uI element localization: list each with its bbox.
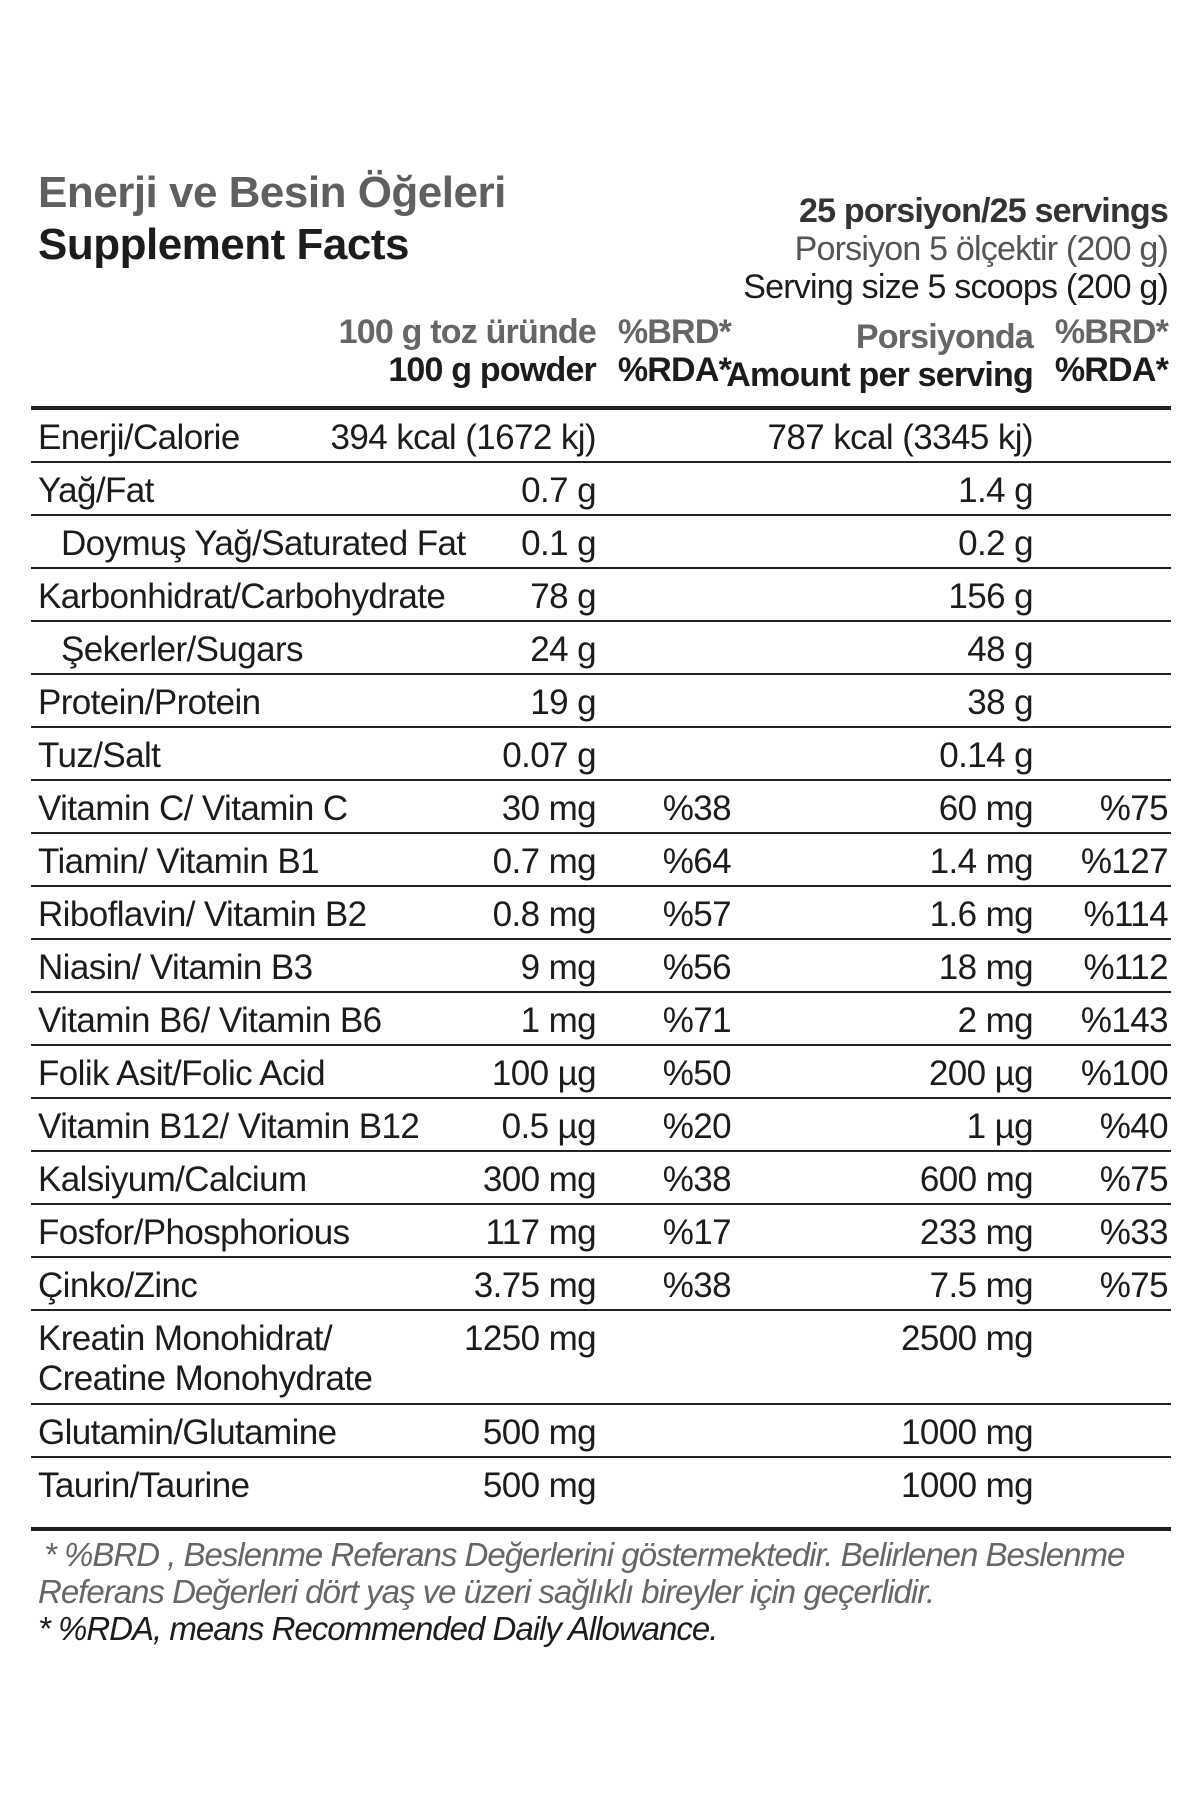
- amount-per-100g: 117 mg: [485, 1213, 596, 1252]
- column-header-per-serving-tr: Porsiyonda: [855, 318, 1033, 356]
- table-row: [31, 1152, 1171, 1205]
- rda-per-serving: %75: [1099, 1160, 1168, 1199]
- rda-per-serving: %33: [1099, 1213, 1168, 1252]
- column-header-per-serving: [726, 318, 1033, 394]
- nutrient-name: Protein/Protein: [38, 683, 261, 722]
- table-row: [31, 410, 1171, 463]
- amount-per-100g: 3.75 mg: [473, 1266, 596, 1305]
- amount-per-serving: 1 µg: [966, 1107, 1033, 1146]
- nutrient-name: Glutamin/Glutamine: [38, 1413, 337, 1452]
- rda-per-serving: %75: [1099, 1266, 1168, 1305]
- footnote-brd-line1: * %BRD , Beslenme Referans Değerlerini göstermektedir. Belirlenen Beslenme: [44, 1536, 1125, 1573]
- amount-per-100g: 78 g: [530, 577, 596, 616]
- footnote-rda: * %RDA, means Recommended Daily Allowance.: [38, 1610, 718, 1647]
- nutrient-name: Vitamin B12/ Vitamin B12: [38, 1107, 420, 1146]
- amount-per-serving: 156 g: [948, 577, 1033, 616]
- rda-per-serving: %100: [1080, 1054, 1168, 1093]
- amount-per-100g: 0.7 mg: [492, 842, 596, 881]
- servings-count: 25 porsiyon/25 servings: [799, 192, 1168, 230]
- amount-per-100g: 1250 mg: [463, 1319, 596, 1358]
- amount-per-serving: 1000 mg: [900, 1466, 1033, 1505]
- amount-per-100g: 1 mg: [520, 1001, 596, 1040]
- amount-per-100g: 0.07 g: [502, 736, 596, 775]
- column-header-per-100g-tr: 100 g toz üründe: [338, 313, 596, 351]
- amount-per-serving: 0.14 g: [939, 736, 1033, 775]
- table-bottom-rule: [31, 1527, 1171, 1531]
- amount-per-100g: 394 kcal (1672 kj): [330, 418, 596, 457]
- table-row: [31, 569, 1171, 622]
- column-header-rda-100g: [618, 313, 731, 389]
- nutrient-name-line1: Kreatin Monohidrat/: [38, 1319, 333, 1358]
- nutrient-name: Enerji/Calorie: [38, 418, 240, 457]
- nutrient-name: Folik Asit/Folic Acid: [38, 1054, 325, 1093]
- rda-per-serving: %40: [1099, 1107, 1168, 1146]
- table-row: [31, 1458, 1171, 1509]
- rda-per-serving: %143: [1080, 1001, 1168, 1040]
- amount-per-serving: 200 µg: [928, 1054, 1033, 1093]
- amount-per-serving: 38 g: [967, 683, 1033, 722]
- rda-per-100g: %57: [662, 895, 731, 934]
- servings-info: [743, 192, 1168, 306]
- amount-per-100g: 500 mg: [482, 1466, 596, 1505]
- rda-per-serving: %112: [1083, 948, 1168, 987]
- table-row: [31, 516, 1171, 569]
- amount-per-100g: 0.8 mg: [492, 895, 596, 934]
- amount-per-serving: 0.2 g: [958, 524, 1033, 563]
- table-row: [31, 1405, 1171, 1458]
- table-row: [31, 1205, 1171, 1258]
- nutrient-name: Karbonhidrat/Carbohydrate: [38, 577, 446, 616]
- rda-per-100g: %38: [662, 1266, 731, 1305]
- column-header-rda-serving-en: %RDA*: [1054, 351, 1168, 389]
- amount-per-100g: 0.1 g: [521, 524, 596, 563]
- table-row: [31, 1046, 1171, 1099]
- rda-per-serving: %127: [1080, 842, 1168, 881]
- table-row: [31, 887, 1171, 940]
- amount-per-serving: 2500 mg: [900, 1319, 1033, 1358]
- nutrient-name-line2: Creatine Monohydrate: [38, 1359, 373, 1398]
- column-header-rda-serving-tr: %BRD*: [1054, 313, 1168, 351]
- table-row: [31, 622, 1171, 675]
- rda-per-100g: %50: [662, 1054, 731, 1093]
- column-header-rda-serving: [1055, 313, 1168, 389]
- rda-per-100g: %17: [662, 1213, 731, 1252]
- column-header-rda-100g-en: %RDA*: [617, 351, 731, 389]
- nutrient-name: Tiamin/ Vitamin B1: [38, 842, 319, 881]
- amount-per-serving: 18 mg: [938, 948, 1033, 987]
- title-turkish: Enerji ve Besin Öğeleri: [38, 168, 506, 217]
- amount-per-serving: 7.5 mg: [929, 1266, 1033, 1305]
- amount-per-100g: 500 mg: [482, 1413, 596, 1452]
- nutrient-name: Fosfor/Phosphorious: [38, 1213, 350, 1252]
- table-row: [31, 463, 1171, 516]
- rda-per-100g: %56: [662, 948, 731, 987]
- amount-per-serving: 600 mg: [919, 1160, 1033, 1199]
- footnote-brd-line2: Referans Değerleri dört yaş ve üzeri sağlıklı bireyler için geçerlidir.: [38, 1573, 935, 1610]
- nutrient-name: Kalsiyum/Calcium: [38, 1160, 307, 1199]
- serving-size-turkish: Porsiyon 5 ölçektir (200 g): [794, 230, 1168, 268]
- rda-per-100g: %38: [662, 789, 731, 828]
- amount-per-100g: 30 mg: [501, 789, 596, 828]
- amount-per-serving: 1.4 g: [958, 471, 1033, 510]
- amount-per-100g: 300 mg: [482, 1160, 596, 1199]
- amount-per-100g: 0.5 µg: [501, 1107, 596, 1146]
- amount-per-100g: 19 g: [530, 683, 596, 722]
- footnote-brd: [38, 1536, 1168, 1610]
- nutrient-name: Niasin/ Vitamin B3: [38, 948, 313, 987]
- amount-per-100g: 0.7 g: [521, 471, 596, 510]
- table-row: [31, 1099, 1171, 1152]
- nutrient-name: Taurin/Taurine: [38, 1466, 250, 1505]
- nutrient-name: Çinko/Zinc: [38, 1266, 198, 1305]
- amount-per-100g: 9 mg: [520, 948, 596, 987]
- amount-per-100g: 24 g: [530, 630, 596, 669]
- supplement-facts-panel: [31, 0, 1171, 1800]
- table-row: [31, 728, 1171, 781]
- table-row: [31, 675, 1171, 728]
- nutrient-name: Şekerler/Sugars: [61, 630, 303, 669]
- column-header-per-100g-en: 100 g powder: [388, 351, 596, 389]
- amount-per-serving: 48 g: [967, 630, 1033, 669]
- nutrient-name: Yağ/Fat: [38, 471, 154, 510]
- amount-per-serving: 1.6 mg: [929, 895, 1033, 934]
- table-row: [31, 1311, 1171, 1405]
- column-header-per-serving-en: Amount per serving: [726, 356, 1033, 394]
- nutrient-name: Tuz/Salt: [38, 736, 161, 775]
- rda-per-100g: %38: [662, 1160, 731, 1199]
- rda-per-serving: %75: [1099, 789, 1168, 828]
- table-row: [31, 834, 1171, 887]
- rda-per-100g: %71: [662, 1001, 731, 1040]
- column-header-per-100g: [339, 313, 596, 389]
- nutrient-name: Vitamin B6/ Vitamin B6: [38, 1001, 382, 1040]
- amount-per-100g: 100 µg: [491, 1054, 596, 1093]
- table-row: [31, 993, 1171, 1046]
- nutrient-name: Doymuş Yağ/Saturated Fat: [61, 524, 466, 563]
- table-row: [31, 1258, 1171, 1311]
- rda-per-100g: %20: [662, 1107, 731, 1146]
- amount-per-serving: 60 mg: [938, 789, 1033, 828]
- amount-per-serving: 233 mg: [919, 1213, 1033, 1252]
- amount-per-serving: 2 mg: [957, 1001, 1033, 1040]
- nutrient-name: Vitamin C/ Vitamin C: [38, 789, 348, 828]
- amount-per-serving: 1000 mg: [900, 1413, 1033, 1452]
- amount-per-serving: 787 kcal (3345 kj): [767, 418, 1033, 457]
- footnotes: [38, 1536, 1168, 1647]
- title-english: Supplement Facts: [38, 220, 409, 269]
- serving-size-english: Serving size 5 scoops (200 g): [743, 268, 1168, 306]
- table-row: [31, 940, 1171, 993]
- table-row: [31, 781, 1171, 834]
- nutrient-name: Riboflavin/ Vitamin B2: [38, 895, 367, 934]
- column-header-rda-100g-tr: %BRD*: [617, 313, 731, 351]
- amount-per-serving: 1.4 mg: [929, 842, 1033, 881]
- rda-per-100g: %64: [662, 842, 731, 881]
- rda-per-serving: %114: [1083, 895, 1168, 934]
- nutrient-name: [38, 1319, 458, 1399]
- nutrition-table: [31, 410, 1171, 1509]
